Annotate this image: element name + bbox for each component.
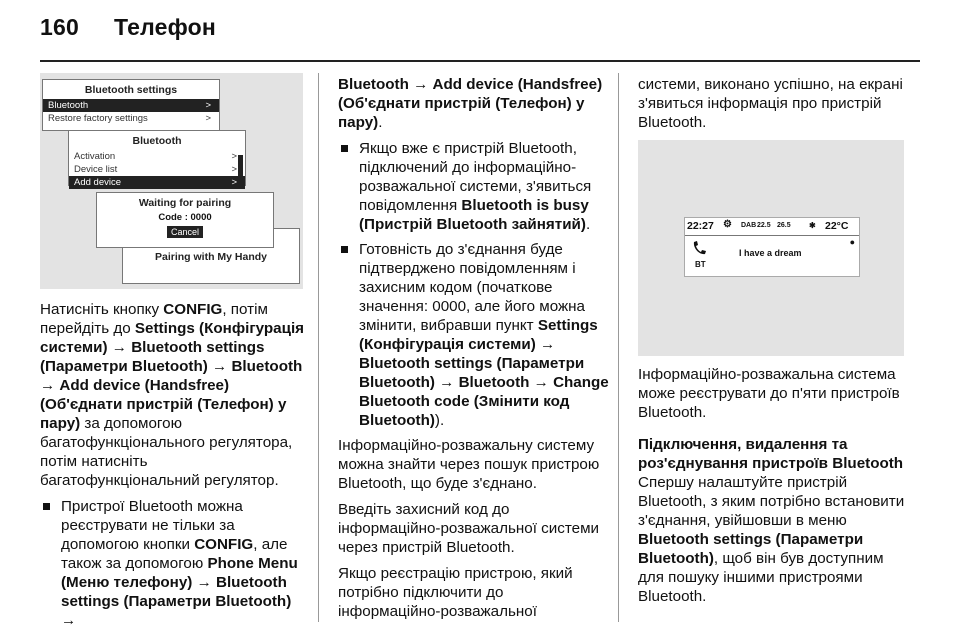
temp-mid: 26.5 (777, 222, 791, 229)
status-dot-icon: ● (849, 237, 855, 247)
bullet-item: Якщо вже є пристрій Bluetooth, підключений до інформаційно-розважальної системи, з'явиться повідомлення Bluetooth is busy (Пристрій Bluetooth зайнятий). (338, 139, 610, 234)
menu-item: Activation > (74, 151, 237, 162)
screen-title: Waiting for pairing (138, 197, 232, 209)
screen-title: Bluetooth settings (84, 84, 178, 96)
column-3-lower (638, 365, 908, 613)
menu-item: Bluetooth > (43, 99, 219, 112)
header-rule (40, 60, 920, 62)
paragraph: Інформаційно-розважальна система може реєструвати до п'яти пристроїв Bluetooth. (638, 366, 900, 421)
bt-label: BT (695, 260, 706, 269)
column-1 (40, 300, 308, 636)
scrollbar (238, 155, 243, 183)
cancel-button: Cancel (167, 226, 203, 238)
column-divider (318, 73, 319, 622)
bluetooth-settings-screen (42, 79, 220, 131)
pairing-code: Code : 0000 (158, 212, 212, 223)
waiting-pairing-screen (96, 192, 274, 248)
status-bar (685, 218, 859, 236)
page-number: 160 (40, 14, 79, 40)
column-3 (638, 75, 908, 139)
menu-item: Device list > (74, 164, 237, 175)
page-header (40, 14, 216, 41)
screen-title: Bluetooth (132, 135, 182, 147)
gear-icon: ⚙ (723, 219, 732, 230)
menu-item: Add device > (69, 176, 245, 189)
paragraph: Введіть захисний код до інформаційно-розважальної системи через пристрій Bluetooth. (338, 501, 599, 556)
bullet-item: Готовність до з'єднання буде підтверджено повідомленням і захисним кодом (початкове значення: 0000, але його можна змінити, вибравши пункт Settings (Конфігурація системи) → Bluetooth settings (Параметри Bluetooth) → Bluetooth → Change Bluetooth code (Змінити код Bluetooth)). (338, 240, 610, 430)
column-divider (618, 73, 619, 622)
dab-label: DAB (741, 222, 757, 229)
screen-title: Pairing with My Handy (154, 251, 267, 263)
paragraph: системи, виконано успішно, на екрані з'явиться інформація про пристрій Bluetooth. (638, 76, 903, 131)
bullet-item: Пристрої Bluetooth можна реєструвати не тільки за допомогою кнопки CONFIG, але також за допомогою Phone Menu (Меню телефону) → Bluetooth settings (Параметри Bluetooth) → (40, 497, 308, 630)
bluetooth-screen (68, 130, 246, 186)
song-title: I have a dream (739, 248, 802, 258)
phone-handset-icon (691, 240, 707, 258)
temp-left: 22.5 (757, 222, 771, 229)
climate-icon: ✱ (809, 221, 816, 230)
instruction-paragraph: Натисніть кнопку CONFIG, потім перейдіть до Settings (Конфігурація системи) → Bluetooth settings (Параметри Bluetooth) → Bluetooth → Add device (Handsfree) (Об'єднати пристрій (Телефон) у пару) за допомогою багатофункціонального регулятора, потім натисніть багатофункціональний регулятор. (40, 301, 305, 489)
temp-right: 22°C (825, 220, 849, 232)
paragraph: Якщо реєстрацію пристрою, який потрібно підключити до інформаційно-розважальної (338, 565, 573, 620)
infotainment-display (684, 217, 860, 277)
continued-text: Bluetooth → Add device (Handsfree) (Об'єднати пристрій (Телефон) у пару). (338, 76, 603, 131)
column-2 (338, 75, 610, 628)
bluetooth-menu-figure (40, 73, 303, 289)
menu-item: Restore factory settings > (48, 113, 211, 124)
page-title: Телефон (114, 14, 216, 40)
clock: 22:27 (687, 220, 714, 232)
section-heading: Підключення, видалення та роз'єднування пристроїв Bluetooth (638, 436, 904, 472)
paragraph: Спершу налаштуйте пристрій Bluetooth, з яким потрібно встановити з'єднання, увійшовши в меню Bluetooth settings (Параметри Bluetooth), щоб він був доступним для пошуку іншими пристроями Bluetooth. (638, 474, 905, 605)
paragraph: Інформаційно-розважальну систему можна знайти через пошук пристрою Bluetooth, що буде з'єднано. (338, 437, 600, 492)
